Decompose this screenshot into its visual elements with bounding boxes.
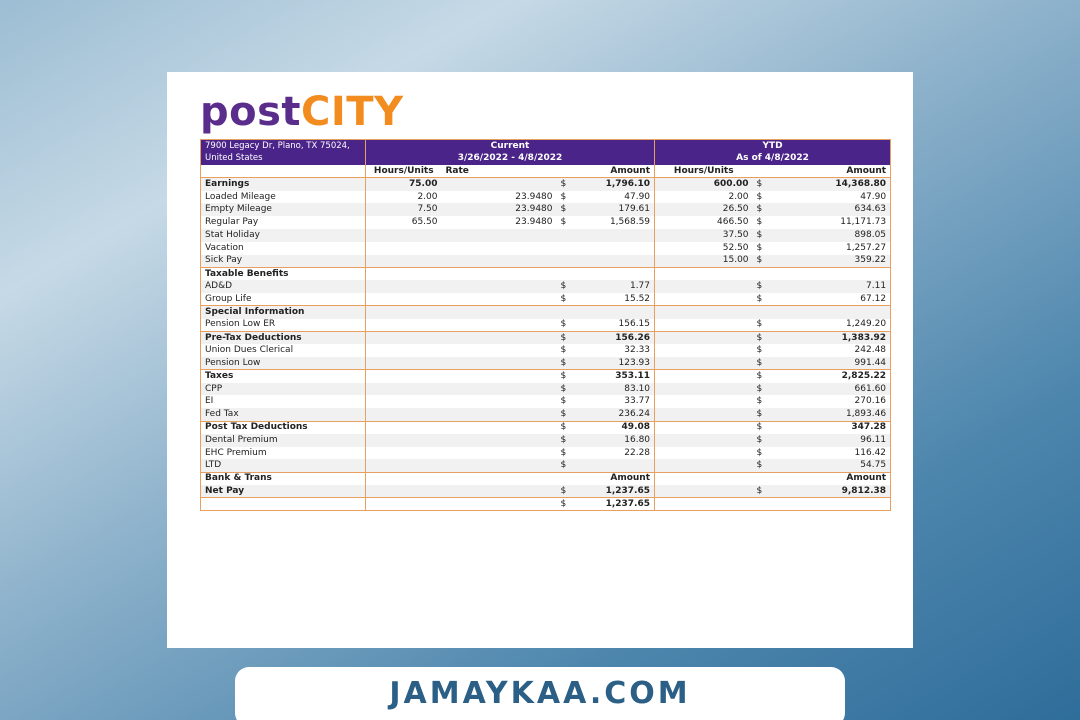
ytd-amount-cell: 270.16 — [854, 396, 887, 407]
logo-part-city: CITY — [301, 89, 404, 135]
current-dollar-sign: $ — [557, 421, 571, 434]
hours-cell — [366, 306, 442, 319]
ytd-dollar-sign: $ — [756, 345, 763, 356]
ytd-hours-cell: 52.50 — [655, 242, 753, 255]
hours-cell — [366, 242, 442, 255]
ytd-hours-cell — [655, 306, 753, 319]
hours-cell — [366, 447, 442, 460]
current-amount-cell — [571, 255, 655, 268]
table-row — [201, 203, 891, 216]
ytd-dollar-sign: $ — [753, 434, 767, 447]
ytd-dollar-sign: $ — [753, 421, 767, 434]
ytd-hours-cell — [655, 383, 753, 396]
row-label: Sick Pay — [201, 255, 366, 268]
current-amount-cell: Amount — [571, 472, 655, 485]
ytd-dollar-sign: $ — [756, 293, 763, 304]
ytd-amount-cell: 47.90 — [860, 191, 887, 202]
current-amount-cell: 1.77 — [571, 280, 655, 293]
hours-cell — [366, 408, 442, 421]
ytd-hours-cell — [655, 395, 753, 408]
table-row — [201, 178, 891, 191]
ytd-amount-cell: 96.11 — [767, 434, 891, 447]
current-amount-cell: 1,237.65 — [571, 485, 655, 498]
table-row — [201, 293, 891, 306]
ytd-amount-cell: 9,812.38 — [767, 485, 891, 498]
table-row — [201, 331, 891, 344]
current-amount-cell — [571, 267, 655, 280]
ytd-hours-cell — [655, 447, 753, 460]
ytd-dollar-sign: $ — [756, 319, 763, 330]
table-row — [201, 319, 891, 332]
rate-cell — [442, 434, 557, 447]
current-amount-cell: 1,568.59 — [609, 217, 651, 228]
ytd-hours-cell — [655, 459, 753, 472]
ytd-dollar-sign: $ — [753, 370, 767, 383]
logo-part-post: post — [200, 89, 302, 135]
rate-cell — [442, 447, 557, 460]
rate-cell — [442, 408, 557, 421]
ytd-hours-cell — [655, 319, 753, 332]
current-dollar-sign: $ — [557, 203, 571, 216]
row-label: Bank & Trans — [201, 472, 366, 485]
table-row — [201, 242, 891, 255]
ytd-amount-cell: 991.44 — [767, 357, 891, 370]
hours-cell — [366, 293, 442, 306]
ytd-amount-header: Amount — [846, 165, 887, 176]
table-row — [201, 447, 891, 460]
ytd-amount-cell — [767, 267, 891, 280]
table-row — [201, 459, 891, 472]
row-label: Net Pay — [201, 485, 366, 498]
ytd-amount-cell: 1,893.46 — [767, 408, 891, 421]
pay-stub-table — [200, 139, 891, 511]
ytd-hours-cell: 26.50 — [655, 203, 753, 216]
current-amount-cell: 156.15 — [618, 319, 651, 330]
ytd-hours-cell — [655, 370, 753, 383]
current-dollar-sign — [557, 255, 571, 268]
table-row — [201, 498, 891, 511]
rate-cell — [442, 485, 557, 498]
rate-cell: 23.9480 — [515, 191, 553, 202]
ytd-dollar-sign: $ — [753, 408, 767, 421]
current-amount-cell: 15.52 — [624, 293, 651, 304]
ytd-hours-cell — [655, 280, 753, 293]
rate-cell — [442, 242, 557, 255]
hours-cell: 7.50 — [366, 203, 442, 216]
hours-cell — [366, 344, 442, 357]
ytd-hours-cell — [655, 434, 753, 447]
hours-cell — [366, 229, 442, 242]
current-dollar-sign: $ — [557, 370, 571, 383]
rate-cell — [442, 319, 557, 332]
ytd-amount-cell: 7.11 — [767, 280, 891, 293]
rate-cell: 23.9480 — [515, 217, 553, 228]
ytd-hours-cell — [655, 498, 753, 511]
rate-cell — [442, 395, 557, 408]
current-amount-cell: 179.61 — [571, 203, 655, 216]
table-row — [201, 421, 891, 434]
table-row — [201, 216, 891, 229]
current-amount-cell: 22.28 — [624, 447, 651, 458]
ytd-dollar-sign — [753, 472, 767, 485]
current-amount-cell: 49.08 — [571, 421, 655, 434]
current-dollar-sign — [557, 267, 571, 280]
ytd-dollar-header — [753, 165, 767, 178]
table-row — [201, 306, 891, 319]
current-dollar-header — [557, 165, 571, 178]
ytd-dollar-sign: $ — [753, 331, 767, 344]
ytd-dollar-sign: $ — [753, 357, 767, 370]
current-dollar-sign — [557, 306, 571, 319]
row-label: Vacation — [205, 242, 244, 253]
current-amount-cell: 32.33 — [624, 345, 651, 356]
current-dollar-sign — [557, 229, 571, 242]
postcity-logo — [200, 88, 404, 136]
hours-cell: 65.50 — [366, 216, 442, 229]
ytd-dollar-sign: $ — [756, 217, 763, 228]
ytd-amount-cell: 359.22 — [767, 255, 891, 268]
label-column-header — [201, 165, 366, 178]
ytd-hours-cell — [655, 331, 753, 344]
current-dollar-sign: $ — [560, 217, 567, 228]
ytd-amount-cell: 14,368.80 — [767, 178, 891, 191]
ytd-label: YTD — [655, 140, 891, 153]
hours-cell — [366, 255, 442, 268]
ytd-hours-cell — [655, 421, 753, 434]
current-amount-cell: 1,237.65 — [571, 498, 655, 511]
row-label: Regular Pay — [205, 217, 259, 228]
current-amount-cell — [571, 306, 655, 319]
row-label: Group Life — [205, 293, 252, 304]
current-dollar-sign: $ — [557, 434, 571, 447]
rate-cell — [442, 178, 557, 191]
ytd-amount-cell — [767, 498, 891, 511]
ytd-amount-cell: 898.05 — [767, 229, 891, 242]
hours-cell — [366, 485, 442, 498]
rate-cell — [442, 293, 557, 306]
rate-cell — [442, 357, 557, 370]
ytd-hours-cell — [655, 408, 753, 421]
current-dollar-sign: $ — [560, 396, 567, 407]
current-amount-cell: 236.24 — [571, 408, 655, 421]
rate-cell — [442, 267, 557, 280]
ytd-dollar-sign: $ — [753, 459, 767, 472]
ytd-dollar-sign — [753, 306, 767, 319]
current-dollar-sign: $ — [560, 319, 567, 330]
ytd-dollar-sign: $ — [753, 229, 767, 242]
ytd-amount-cell: 116.42 — [854, 447, 887, 458]
watermark-banner: JAMAYKAA.COM — [235, 667, 845, 720]
ytd-amount-cell: 242.48 — [854, 345, 887, 356]
current-amount-cell — [571, 242, 655, 255]
ytd-dollar-sign: $ — [756, 396, 763, 407]
table-row — [201, 267, 891, 280]
rate-cell — [442, 472, 557, 485]
current-dollar-sign: $ — [557, 383, 571, 396]
employer-address-line1: 7900 Legacy Dr, Plano, TX 75024, — [201, 140, 366, 153]
table-row — [201, 370, 891, 383]
ytd-hours-cell: 37.50 — [655, 229, 753, 242]
hours-cell — [366, 459, 442, 472]
rate-cell — [442, 370, 557, 383]
ytd-hours-cell — [655, 267, 753, 280]
current-amount-cell: 1,796.10 — [571, 178, 655, 191]
row-label: Union Dues Clerical — [205, 345, 294, 356]
ytd-dollar-sign: $ — [753, 178, 767, 191]
current-dollar-sign: $ — [557, 459, 571, 472]
row-label — [201, 498, 366, 511]
current-label: Current — [366, 140, 655, 153]
ytd-amount-cell: 634.63 — [767, 203, 891, 216]
ytd-amount-cell: 1,249.20 — [845, 319, 887, 330]
ytd-dollar-sign: $ — [756, 242, 763, 253]
current-amount-header: Amount — [610, 165, 651, 176]
ytd-hours-cell: 2.00 — [655, 191, 753, 204]
hours-cell — [366, 357, 442, 370]
rate-header: Rate — [445, 165, 469, 176]
table-row — [201, 472, 891, 485]
ytd-hours-cell — [655, 344, 753, 357]
ytd-dollar-sign — [753, 267, 767, 280]
hours-cell — [366, 331, 442, 344]
hours-cell: 75.00 — [366, 178, 442, 191]
rate-cell — [442, 383, 557, 396]
hours-cell — [366, 421, 442, 434]
ytd-amount-cell: Amount — [767, 472, 891, 485]
row-label: Dental Premium — [201, 434, 366, 447]
row-label: Pension Low ER — [205, 319, 276, 330]
current-dollar-sign: $ — [557, 331, 571, 344]
ytd-dollar-sign: $ — [753, 280, 767, 293]
hours-cell — [366, 434, 442, 447]
ytd-dollar-sign: $ — [753, 485, 767, 498]
rate-cell — [442, 344, 557, 357]
row-label: Stat Holiday — [201, 229, 366, 242]
rate-cell: 23.9480 — [442, 203, 557, 216]
current-amount-cell: 83.10 — [571, 383, 655, 396]
current-dollar-sign: $ — [557, 178, 571, 191]
rate-cell — [442, 421, 557, 434]
ytd-amount-cell: 54.75 — [767, 459, 891, 472]
ytd-hours-cell — [655, 472, 753, 485]
ytd-hours-cell — [655, 357, 753, 370]
table-row — [201, 395, 891, 408]
ytd-dollar-sign: $ — [756, 191, 763, 202]
ytd-hours-cell — [655, 485, 753, 498]
row-label: Taxable Benefits — [201, 267, 366, 280]
ytd-dollar-sign — [753, 498, 767, 511]
current-dollar-sign: $ — [557, 408, 571, 421]
ytd-amount-cell — [767, 306, 891, 319]
current-amount-cell: 33.77 — [624, 396, 651, 407]
hours-cell — [366, 280, 442, 293]
table-row — [201, 408, 891, 421]
ytd-period: As of 4/8/2022 — [655, 152, 891, 165]
ytd-hours-units-header: Hours/Units — [655, 165, 753, 178]
current-dollar-sign: $ — [560, 345, 567, 356]
ytd-amount-cell: 67.12 — [860, 293, 887, 304]
table-row — [201, 255, 891, 268]
current-amount-cell — [571, 229, 655, 242]
row-label: Pension Low — [201, 357, 366, 370]
current-dollar-sign: $ — [560, 191, 567, 202]
current-dollar-sign — [557, 242, 571, 255]
current-amount-cell: 156.26 — [571, 331, 655, 344]
row-label: AD&D — [201, 280, 366, 293]
hours-cell — [366, 319, 442, 332]
rate-cell — [442, 229, 557, 242]
rate-cell — [442, 255, 557, 268]
row-label: Loaded Mileage — [205, 191, 276, 202]
row-label: Special Information — [201, 306, 366, 319]
table-row — [201, 357, 891, 370]
row-label: Post Tax Deductions — [201, 421, 366, 434]
rate-cell — [442, 331, 557, 344]
current-amount-cell — [571, 459, 655, 472]
hours-units-header: Hours/Units — [366, 165, 442, 178]
rate-cell — [442, 306, 557, 319]
hours-cell — [366, 383, 442, 396]
row-label: EI — [205, 396, 214, 407]
hours-cell — [366, 395, 442, 408]
row-label: Fed Tax — [201, 408, 366, 421]
ytd-amount-cell: 661.60 — [767, 383, 891, 396]
ytd-amount-cell: 2,825.22 — [767, 370, 891, 383]
hours-cell — [366, 498, 442, 511]
ytd-dollar-sign: $ — [753, 383, 767, 396]
ytd-amount-cell: 11,171.73 — [840, 217, 887, 228]
current-amount-cell: 16.80 — [571, 434, 655, 447]
table-row — [201, 344, 891, 357]
ytd-dollar-sign: $ — [753, 203, 767, 216]
table-row — [201, 280, 891, 293]
table-row — [201, 191, 891, 204]
current-amount-cell: 123.93 — [571, 357, 655, 370]
row-label: Earnings — [201, 178, 366, 191]
current-dollar-sign: $ — [560, 293, 567, 304]
row-label: CPP — [201, 383, 366, 396]
hours-cell — [366, 267, 442, 280]
ytd-amount-cell: 1,257.27 — [845, 242, 887, 253]
ytd-hours-cell: 15.00 — [655, 255, 753, 268]
current-dollar-sign: $ — [557, 280, 571, 293]
current-dollar-sign — [557, 472, 571, 485]
current-amount-cell: 47.90 — [624, 191, 651, 202]
hours-cell: 2.00 — [366, 191, 442, 204]
table-row — [201, 383, 891, 396]
ytd-hours-cell: 466.50 — [655, 216, 753, 229]
ytd-hours-cell — [655, 293, 753, 306]
hours-cell — [366, 472, 442, 485]
row-label: EHC Premium — [205, 447, 267, 458]
current-period: 3/26/2022 - 4/8/2022 — [366, 152, 655, 165]
ytd-amount-cell: 347.28 — [767, 421, 891, 434]
hours-cell — [366, 370, 442, 383]
row-label: Pre-Tax Deductions — [201, 331, 366, 344]
ytd-dollar-sign: $ — [756, 447, 763, 458]
row-label: Taxes — [201, 370, 366, 383]
rate-cell — [442, 459, 557, 472]
row-label: Empty Mileage — [201, 203, 366, 216]
table-row — [201, 434, 891, 447]
ytd-hours-cell: 600.00 — [655, 178, 753, 191]
employer-address-line2: United States — [201, 152, 366, 165]
current-dollar-sign: $ — [557, 357, 571, 370]
current-dollar-sign: $ — [557, 498, 571, 511]
ytd-amount-cell: 1,383.92 — [767, 331, 891, 344]
rate-cell — [442, 280, 557, 293]
table-row — [201, 229, 891, 242]
ytd-dollar-sign: $ — [753, 255, 767, 268]
rate-cell — [442, 498, 557, 511]
current-dollar-sign: $ — [560, 447, 567, 458]
table-row — [201, 485, 891, 498]
current-dollar-sign: $ — [557, 485, 571, 498]
row-label: LTD — [201, 459, 366, 472]
current-amount-cell: 353.11 — [571, 370, 655, 383]
